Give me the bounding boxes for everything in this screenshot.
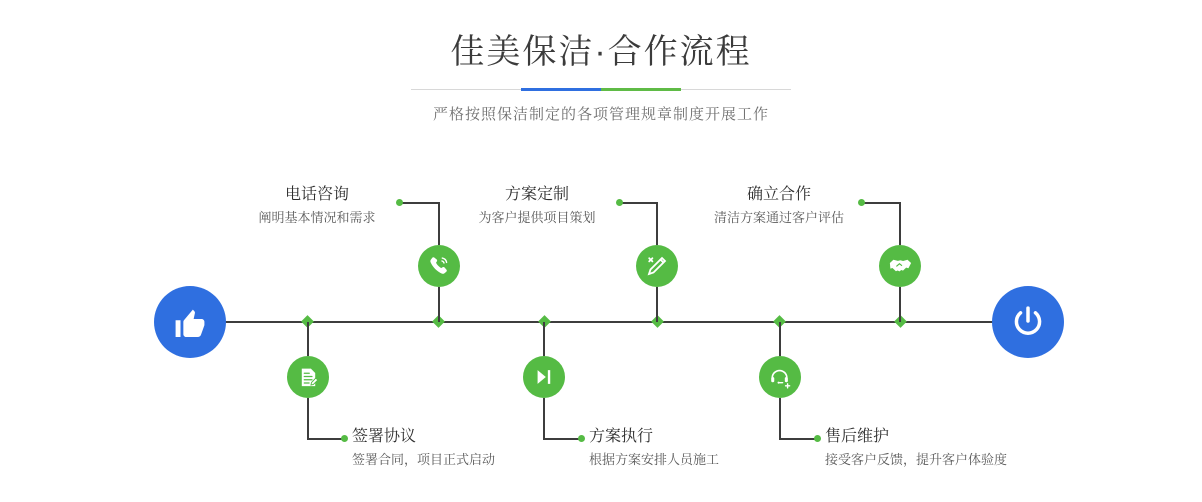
step-3-desc: 为客户提供项目策划: [478, 210, 596, 225]
title-divider: [411, 88, 791, 91]
step-2-riser: [307, 398, 309, 440]
timeline: [0, 160, 1202, 502]
step-5-riser: [899, 202, 901, 245]
step-6-icon-node: [759, 356, 801, 398]
step-1-label: [238, 184, 396, 228]
step-4-title: 方案执行: [589, 428, 654, 445]
step-1-riser: [438, 202, 440, 245]
step-3-title: 方案定制: [504, 186, 569, 203]
step-4-label: [589, 426, 719, 470]
step-2-desc: 签署合同，项目正式启动: [352, 452, 496, 467]
step-2-label: [352, 426, 495, 470]
plan-pen-icon: [645, 254, 669, 278]
step-6-dot: [814, 435, 821, 442]
step-3-connector: [620, 202, 658, 204]
step-2-icon-node: [287, 356, 329, 398]
timeline-end-node: [992, 286, 1064, 358]
divider-accent-green: [601, 88, 681, 91]
step-4-riser: [543, 398, 545, 440]
step-5-title: 确立合作: [746, 186, 811, 203]
step-6-title: 售后维护: [825, 428, 890, 445]
power-icon: [1009, 303, 1047, 341]
step-5-desc: 清洁方案通过客户评估: [713, 210, 844, 225]
page-subtitle: 严格按照保洁制定的各项管理规章制度开展工作: [432, 106, 769, 123]
step-1-title: 电话咨询: [284, 186, 349, 203]
step-4-connector: [543, 438, 581, 440]
customer-service-icon: [769, 366, 792, 389]
page-title: 佳美保洁·合作流程: [450, 33, 752, 71]
step-6-desc: 接受客户反馈，提升客户体验度: [825, 452, 1008, 467]
step-3-icon-node: [636, 245, 678, 287]
step-6-connector: [779, 438, 817, 440]
step-5-stem: [899, 287, 901, 322]
step-3-dot: [616, 199, 623, 206]
step-4-icon-node: [523, 356, 565, 398]
document-edit-icon: [297, 366, 320, 389]
divider-accent-blue: [521, 88, 601, 91]
phone-call-icon: [427, 254, 451, 278]
step-4-stem: [543, 322, 545, 356]
header: [0, 30, 1202, 124]
step-4-dot: [578, 435, 585, 442]
step-6-label: [825, 426, 1007, 470]
step-6-riser: [779, 398, 781, 440]
step-5-label: [700, 184, 858, 228]
step-6-stem: [779, 322, 781, 356]
timeline-start-node: [154, 286, 226, 358]
step-5-dot: [858, 199, 865, 206]
step-3-stem: [656, 287, 658, 322]
step-1-icon-node: [418, 245, 460, 287]
play-forward-icon: [533, 366, 555, 388]
step-5-icon-node: [879, 245, 921, 287]
step-1-connector: [400, 202, 440, 204]
step-2-title: 签署协议: [352, 428, 417, 445]
handshake-icon: [888, 254, 913, 279]
step-2-dot: [341, 435, 348, 442]
step-5-connector: [862, 202, 901, 204]
step-2-connector: [307, 438, 345, 440]
step-2-stem: [307, 322, 309, 356]
thumbs-up-icon: [171, 303, 209, 341]
step-3-riser: [656, 202, 658, 245]
step-1-desc: 阐明基本情况和需求: [258, 210, 376, 225]
step-4-desc: 根据方案安排人员施工: [589, 452, 720, 467]
step-1-dot: [396, 199, 403, 206]
step-3-label: [458, 184, 616, 228]
step-1-stem: [438, 287, 440, 322]
